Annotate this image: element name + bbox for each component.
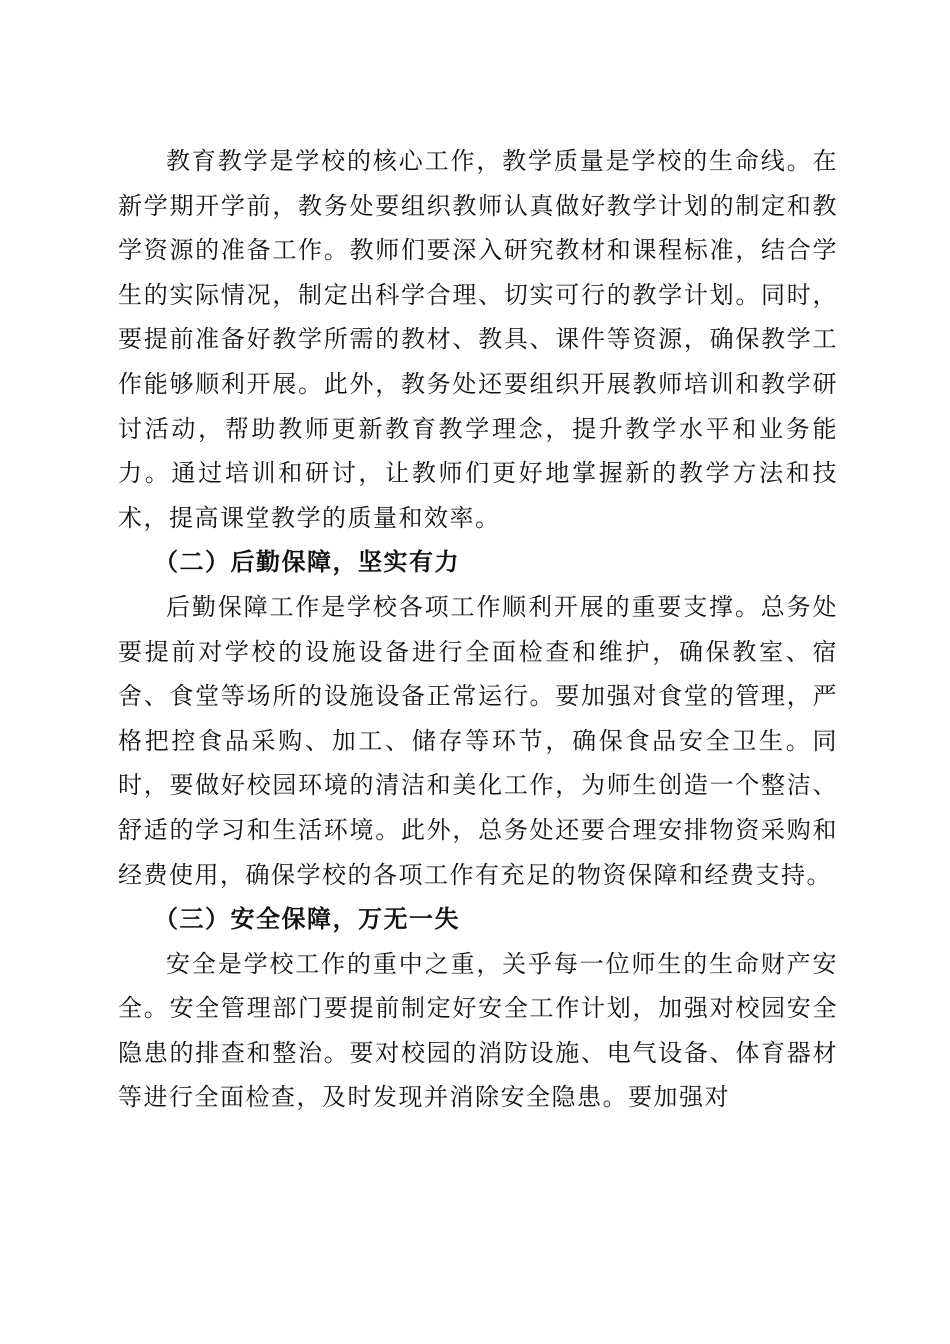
document-body bbox=[118, 139, 838, 1120]
paragraph-logistics: 后勤保障工作是学校各项工作顺利开展的重要支撑。总务处要提前对学校的设施设备进行全面检查和维护，确保教室、宿舍、食堂等场所的设施设备正常运行。要加强对食堂的管理，严格把控食品采购、加工、储存等环节，确保食品安全卫生。同时，要做好校园环境的清洁和美化工作，为师生创造一个整洁、舒适的学习和生活环境。此外，总务处还要合理安排物资采购和经费使用，确保学校的各项工作有充足的物资保障和经费支持。 bbox=[118, 592, 838, 889]
paragraph-safety: 安全是学校工作的重中之重，关乎每一位师生的生命财产安全。安全管理部门要提前制定好安全工作计划，加强对校园安全隐患的排查和整治。要对校园的消防设施、电气设备、体育器材等进行全面检查，及时发现并消除安全隐患。要加强对 bbox=[118, 949, 838, 1112]
section-heading-safety: （三）安全保障，万无一失 bbox=[154, 904, 460, 934]
section-heading-logistics: （二）后勤保障，坚实有力 bbox=[154, 547, 460, 577]
paragraph-teaching: 教育教学是学校的核心工作，教学质量是学校的生命线。在新学期开学前，教务处要组织教师认真做好教学计划的制定和教学资源的准备工作。教师们要深入研究教材和课程标准，结合学生的实际情况，制定出科学合理、切实可行的教学计划。同时，要提前准备好教学所需的教材、教具、课件等资源，确保教学工作能够顺利开展。此外，教务处还要组织开展教师培训和教学研讨活动，帮助教师更新教育教学理念，提升教学水平和业务能力。通过培训和研讨，让教师们更好地掌握新的教学方法和技术，提高课堂教学的质量和效率。 bbox=[118, 147, 838, 532]
